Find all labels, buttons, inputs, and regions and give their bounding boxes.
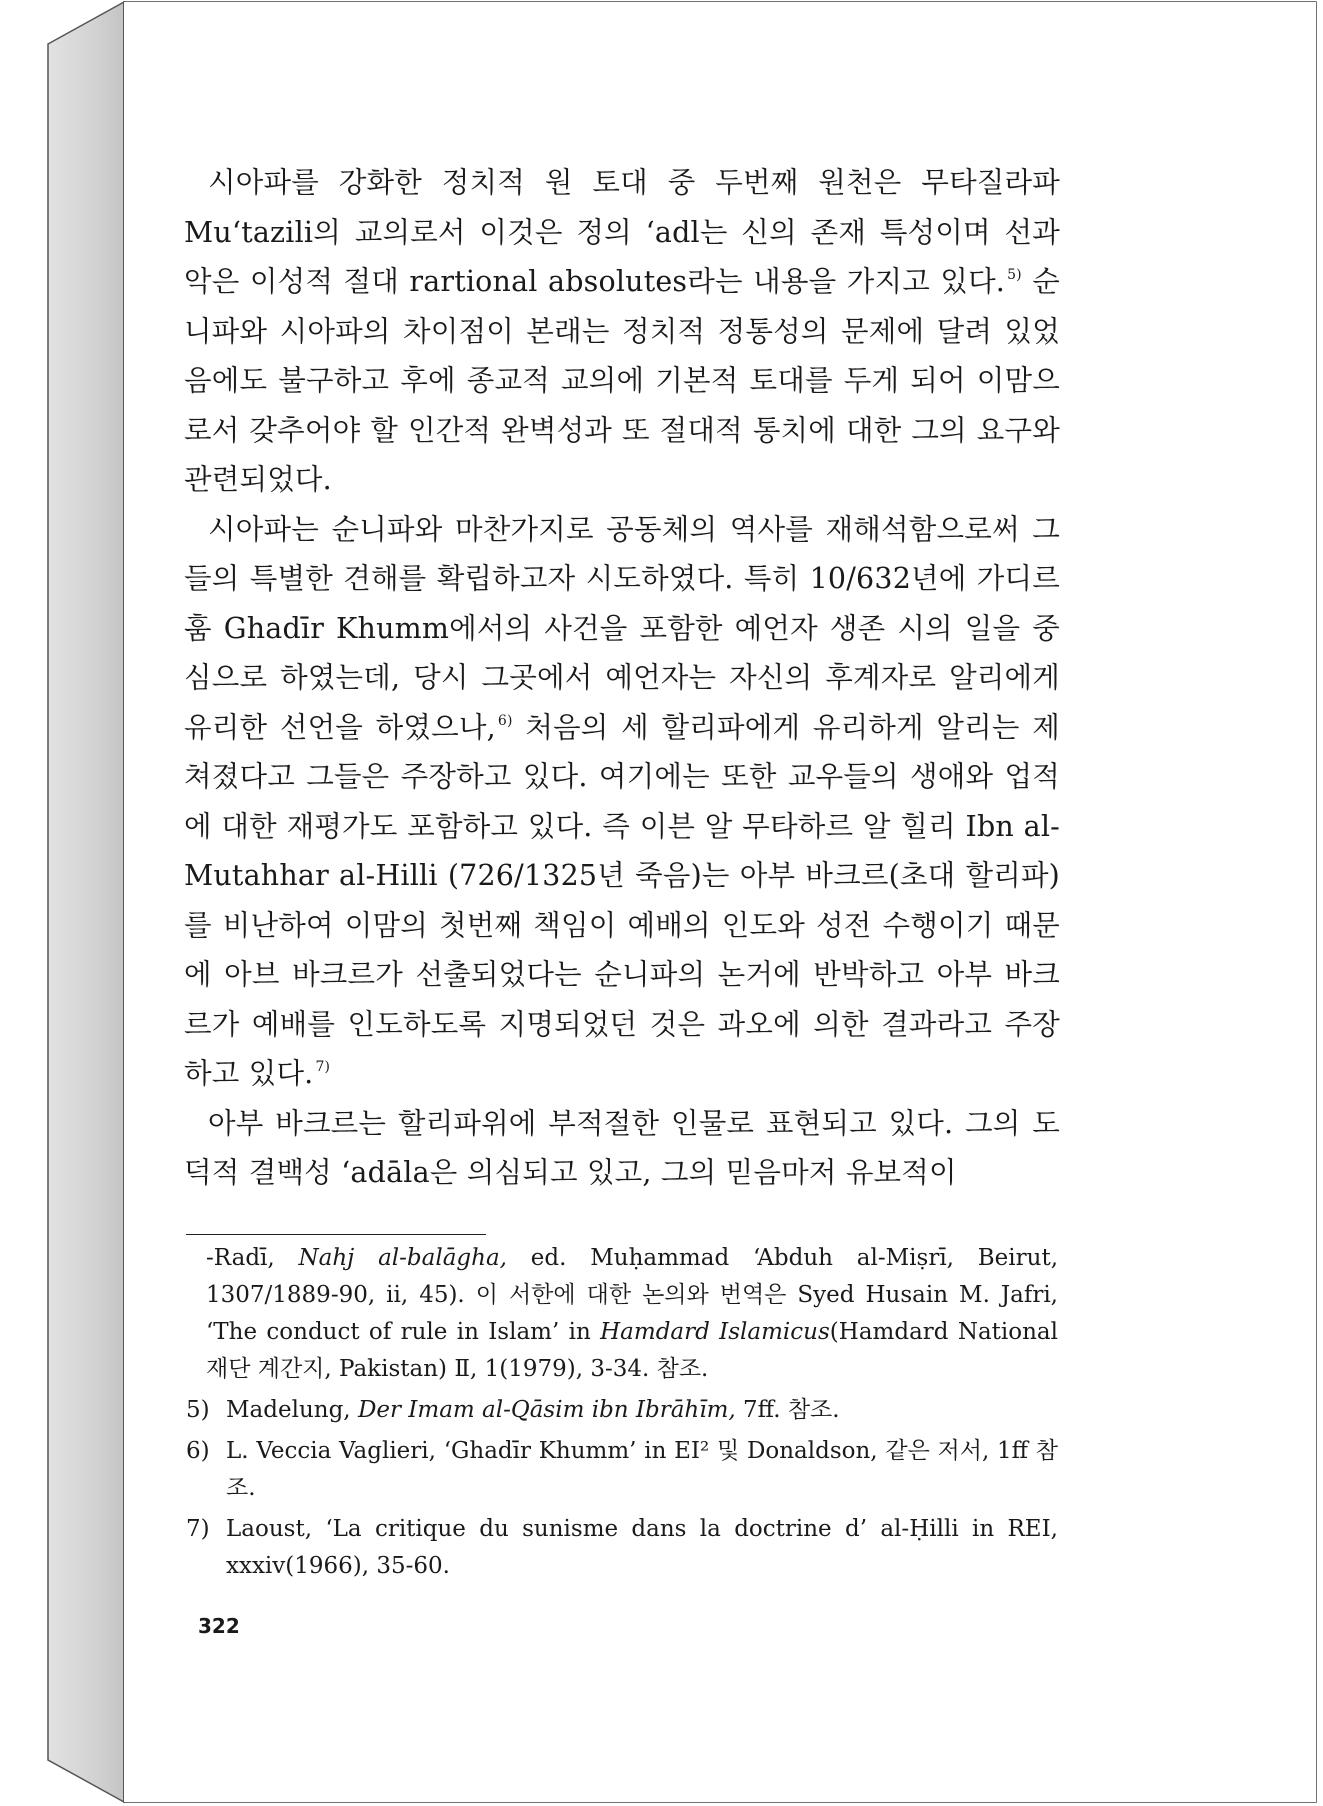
page-number: 322 (198, 1614, 240, 1638)
footnote-ref-5: 5) (1007, 267, 1022, 283)
footnotes (186, 1240, 1058, 1585)
footnote-text: Madelung, Der Imam al-Qāsim ibn Ibrāhīm, 7ff. 참조. (226, 1397, 840, 1423)
footnote-continued: -Radī, Nahj al-balāgha, ed. Muḥammad ‘Abduh al-Miṣrī, Beirut, 1307/1889-90, ii, 45). 이 서한에 대한 논의와 번역은 Syed Husain M. Jafri, ‘The conduct of rule in Islam’ in Hamdard Islamicus(Hamdard National 재단 계간지, Pakistan) Ⅱ, 1(1979), 3-34. 참조. (206, 1245, 1059, 1382)
body-text (184, 158, 1060, 1198)
footnote-number: 6) (186, 1438, 210, 1464)
footnote-number: 5) (186, 1397, 210, 1423)
footnote-text: Laoust, ‘La critique du sunisme dans la doctrine d’ al-Ḥilli in REI, xxxiv(1966), 35-60. (226, 1516, 1058, 1579)
footnote-5 (186, 1392, 1058, 1429)
paragraph-1: 시아파를 강화한 정치적 원 토대 중 두번째 원천은 무타질라파 Mu‘tazili의 교의로서 이것은 정의 ‘adl는 신의 존재 특성이며 선과 악은 이성적 절대 rartional absolutes라는 내용을 가지고 있다. $^{5)}$ 순니파와 시아파의 차이점이 본래는 정치적 정통성의 문제에 달려 있었음에도 불구하고 후에 종교적 교의에 기본적 토대를 두게 되어 이맘으로서 갖추어야 할 인간적 완벽성과 또 절대적 통치에 대한 그의 요구와 관련되었다. (184, 166, 1060, 496)
footnote-6 (186, 1433, 1058, 1507)
paragraph-3: 아부 바크르는 할리파위에 부적절한 인물로 표현되고 있다. 그의 도덕적 결백성 ‘adāla은 의심되고 있고, 그의 믿음마저 유보적이 (184, 1106, 1060, 1189)
footnote-number: 7) (186, 1516, 210, 1542)
footnote-text: L. Veccia Vaglieri, ‘Ghadīr Khumm’ in EI² 및 Donaldson, 같은 저서, 1ff 참조. (226, 1438, 1058, 1501)
footnote-7 (186, 1511, 1058, 1585)
paragraph-2: 시아파는 순니파와 마찬가지로 공동체의 역사를 재해석함으로써 그들의 특별한 견해를 확립하고자 시도하였다. 특히 10/632년에 가디르 훔 Ghadīr Khumm에서의 사건을 포함한 예언자 생존 시의 일을 중심으로 하였는데, 당시 그곳에서 예언자는 자신의 후계자로 알리에게 유리한 선언을 하였으나, $^{6)}$ 처음의 세 할리파에게 유리하게 알리는 제쳐졌다고 그들은 주장하고 있다. 여기에는 또한 교우들의 생애와 업적에 대한 재평가도 포함하고 있다. 즉 이븐 알 무타하르 알 힐리 Ibn al-Mutahhar al-Hilli (726/1325년 죽음)는 아부 바크르(초대 할리파)를 비난하여 이맘의 첫번째 책임이 예배의 인도와 성전 수행이기 때문에 아브 바크르가 선출되었다는 순니파의 논거에 반박하고 아부 바크르가 예배를 인도하도록 지명되었던 것은 과오에 의한 결과라고 주장하고 있다. $^{7)}$ (184, 512, 1060, 1090)
footnote-ref-7: 7) (315, 1059, 331, 1075)
footnote-ref-6: 6) (497, 712, 513, 729)
footnote-divider (186, 1234, 486, 1235)
